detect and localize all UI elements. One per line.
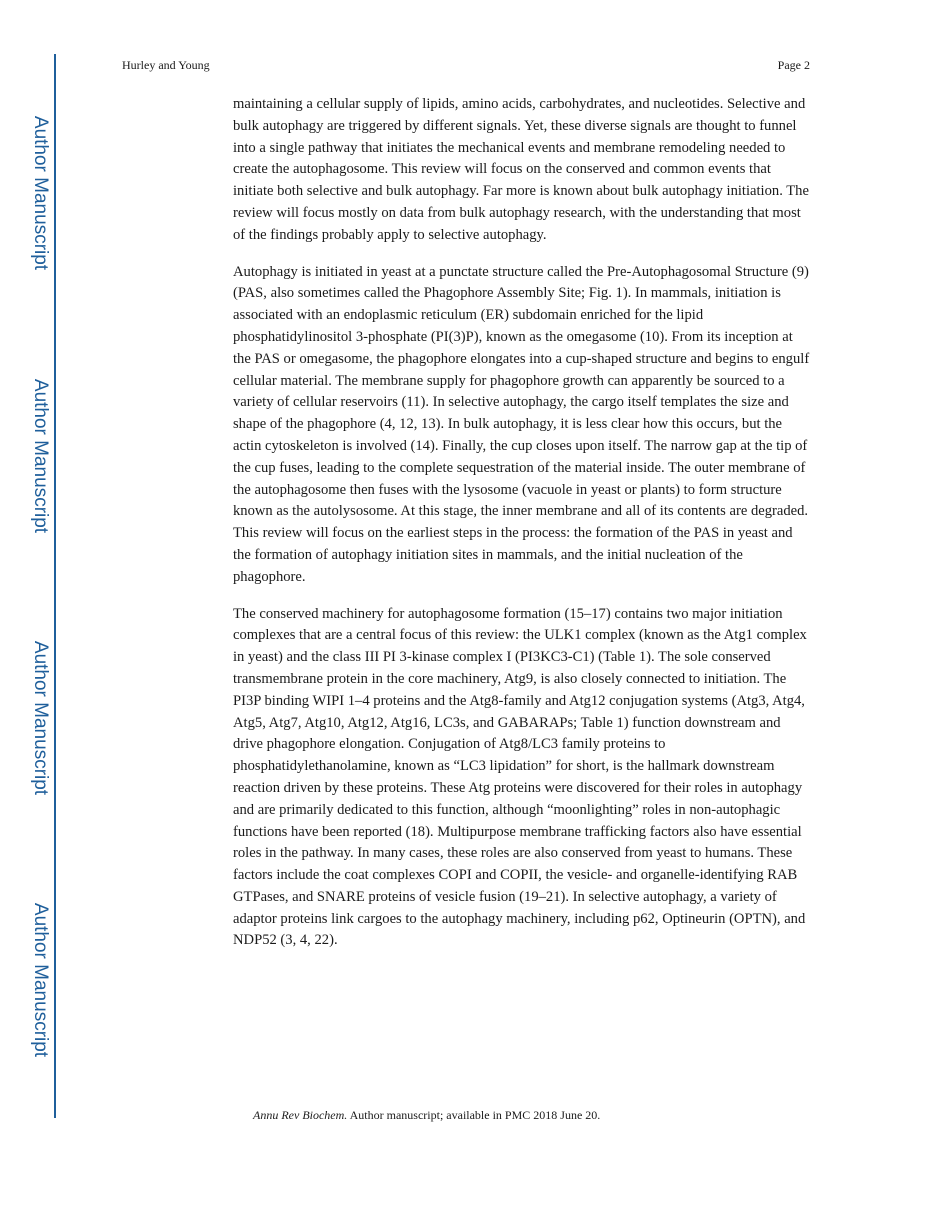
- paragraph: Autophagy is initiated in yeast at a punctate structure called the Pre-Autophagosomal Structure (9) (PAS, also sometimes called the Phagophore Assembly Site; Fig. 1). In mammals, initiation is associated with an endoplasmic reticulum (ER) subdomain enriched for the lipid phosphatidylinositol 3-phosphate (PI(3)P), known as the omegasome (10). From its inception at the PAS or omegasome, the phagophore elongates into a cup-shaped structure and begins to engulf cellular material. The membrane supply for phagophore growth can apparently be sourced to a variety of cellular reservoirs (11). In selective autophagy, the cargo itself templates the size and shape of the phagophore (4, 12, 13). In bulk autophagy, it is less clear how this occurs, but the actin cytoskeleton is involved (14). Finally, the cup closes upon itself. The narrow gap at the tip of the cup fuses, leading to the complete sequestration of the material inside. The outer membrane of the autophagosome then fuses with the lysosome (vacuole in yeast or plants) to form structure known as the autolysosome. At this stage, the inner membrane and all of its contents are degraded. This review will focus on the earliest steps in the process: the formation of the PAS in yeast and the formation of autophagy initiation sites in mammals, and the initial nucleation of the phagophore.: [233, 263, 810, 585]
- running-head-authors: Hurley and Young: [122, 58, 210, 72]
- journal-name: Annu Rev Biochem.: [253, 1108, 348, 1122]
- paragraph: The conserved machinery for autophagosome formation (15–17) contains two major initiation complexes that are a central focus of this review: the ULK1 complex (known as the Atg1 complex in yeast) and the class III PI 3-kinase complex I (PI3KC3-C1) (Table 1). The sole conserved transmembrane protein in the core machinery, Atg9, is also closely connected to initiation. The PI3P binding WIPI 1–4 proteins and the Atg8-family and Atg12 conjugation systems (Atg3, Atg4, Atg5, Atg7, Atg10, Atg12, Atg16, LC3s, and GABARAPs; Table 1) function downstream and drive phagophore elongation. Conjugation of Atg8/LC3 family proteins to phosphatidylethanolamine, known as “LC3 lipidation” for short, is the hallmark downstream reaction driven by these proteins. These Atg proteins were discovered for their roles in autophagy and are primarily dedicated to this function, although “moonlighting” roles in non-autophagic functions have been reported (18). Multipurpose membrane trafficking factors also have essential roles in the pathway. In many cases, these roles are also conserved from yeast to humans. These factors include the coat complexes COPI and COPII, the vesicle- and organelle-identifying RAB GTPases, and SNARE proteins of vesicle fusion (19–21). In selective autophagy, a variety of adaptor proteins link cargoes to the autophagy machinery, including p62, Optineurin (OPTN), and NDP52 (3, 4, 22).: [233, 605, 807, 949]
- sidebar-divider: [54, 54, 56, 1118]
- footer-citation: [253, 1108, 600, 1123]
- sidebar-label-text: Author Manuscript: [30, 378, 51, 534]
- sidebar-label-text: Author Manuscript: [30, 902, 51, 1058]
- paragraph: maintaining a cellular supply of lipids, amino acids, carbohydrates, and nucleotides. Selective and bulk autophagy are triggered by different signals. Yet, these diverse signals are thought to funnel into a single pathway that initiates the mechanical events and membrane remodeling needed to create the autophagosome. This review will focus on the conserved and common events that initiate both selective and bulk autophagy. Far more is known about bulk autophagy initiation. The review will focus mostly on data from bulk autophagy research, with the understanding that most of the findings probably apply to selective autophagy.: [233, 96, 809, 243]
- sidebar-label-text: Author Manuscript: [30, 115, 51, 271]
- footer-text: Author manuscript; available in PMC 2018 June 20.: [347, 1108, 601, 1122]
- article-body: [233, 94, 811, 967]
- page-number: Page 2: [777, 58, 810, 72]
- sidebar-label-text: Author Manuscript: [30, 640, 51, 796]
